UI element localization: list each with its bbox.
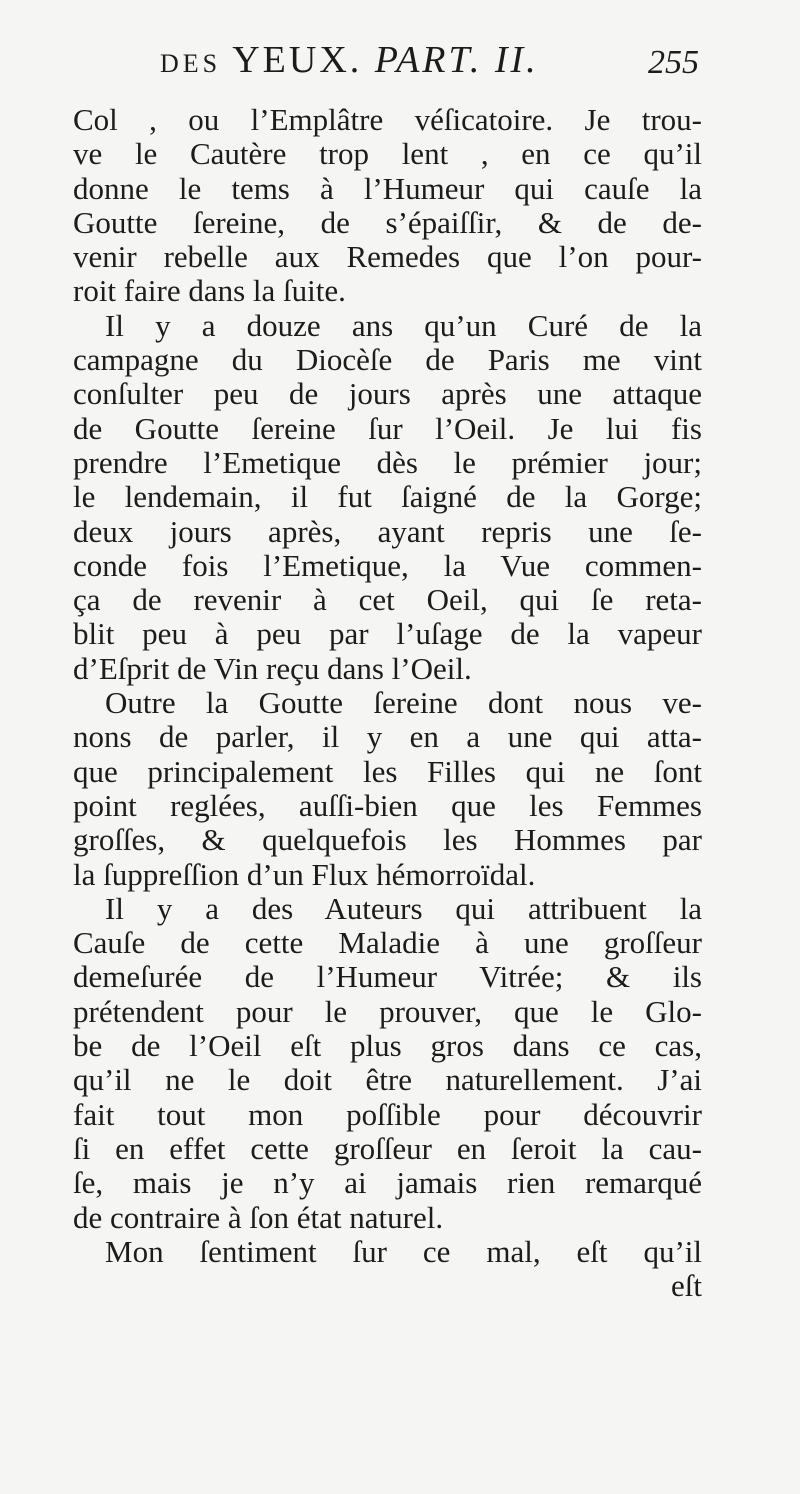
page-body xyxy=(73,103,702,1303)
text-line: Col , ou l’Emplâtre véſicatoire. Je trou- xyxy=(73,102,702,137)
text-line: donne le tems à l’Humeur qui cauſe la xyxy=(73,170,702,206)
text-line: prétendent pour le prouver, que le Glo- xyxy=(73,993,702,1029)
running-head-prefix: DES xyxy=(160,49,222,78)
text-line: d’Eſprit de Vin reçu dans l’Oeil. xyxy=(73,650,472,686)
text-line: Cauſe de cette Maladie à une groſſeur xyxy=(73,925,702,961)
text-line: la ſuppreſſion d’un Flux hémorroïdal. xyxy=(73,856,536,892)
text-line: point reglées, auſſi-bien que les Femmes xyxy=(73,787,702,823)
catchword: eſt xyxy=(671,1268,702,1304)
running-head xyxy=(160,38,539,82)
text-line: campagne du Diocèſe de Paris me vint xyxy=(73,342,702,378)
text-line: ſi en effet cette groſſeur en ſeroit la cau- xyxy=(73,1130,702,1166)
text-line: Goutte ſereine, de s’épaiſſir, & de de- xyxy=(73,204,702,240)
text-line: Outre la Goutte ſereine dont nous ve- xyxy=(105,685,702,721)
text-line: ſe, mais je n’y ai jamais rien remarqué xyxy=(73,1165,702,1201)
text-line: fait tout mon poſſible pour découvrir xyxy=(73,1096,702,1132)
page-number: 255 xyxy=(648,44,699,81)
running-head-part: PART. II. xyxy=(374,39,539,81)
text-line: roit faire dans la ſuite. xyxy=(73,273,346,309)
text-line: conde fois l’Emetique, la Vue commen- xyxy=(73,547,702,583)
text-line: Il y a des Auteurs qui attribuent la xyxy=(105,890,702,926)
text-line: be de l’Oeil eſt plus gros dans ce cas, xyxy=(73,1028,702,1064)
text-line: de contraire à ſon état naturel. xyxy=(73,1199,444,1235)
text-line: Il y a douze ans qu’un Curé de la xyxy=(105,307,702,343)
text-line: ça de revenir à cet Oeil, qui ſe reta- xyxy=(73,582,702,618)
text-line: ve le Cautère trop lent , en ce qu’il xyxy=(73,136,702,172)
text-line: prendre l’Emetique dès le prémier jour; xyxy=(73,444,702,480)
text-line: groſſes, & quelquefois les Hommes par xyxy=(73,822,702,858)
text-line: que principalement les Filles qui ne ſont xyxy=(73,753,702,789)
text-line: Mon ſentiment ſur ce mal, eſt qu’il xyxy=(105,1233,702,1269)
text-line: le lendemain, il fut ſaigné de la Gorge; xyxy=(73,479,702,515)
text-line: qu’il ne le doit être naturellement. J’ai xyxy=(73,1062,702,1098)
text-line: venir rebelle aux Remedes que l’on pour- xyxy=(73,239,702,275)
text-line: nons de parler, il y en a une qui atta- xyxy=(73,719,702,755)
text-line: deux jours après, ayant repris une ſe- xyxy=(73,513,702,549)
text-line: demeſurée de l’Humeur Vitrée; & ils xyxy=(73,959,702,995)
text-line: de Goutte ſereine ſur l’Oeil. Je lui fis xyxy=(73,410,702,446)
text-line: blit peu à peu par l’uſage de la vapeur xyxy=(73,616,702,652)
text-line: conſulter peu de jours après une attaque xyxy=(73,376,702,412)
running-head-title: YEUX. xyxy=(232,39,363,81)
page-header xyxy=(0,38,800,88)
